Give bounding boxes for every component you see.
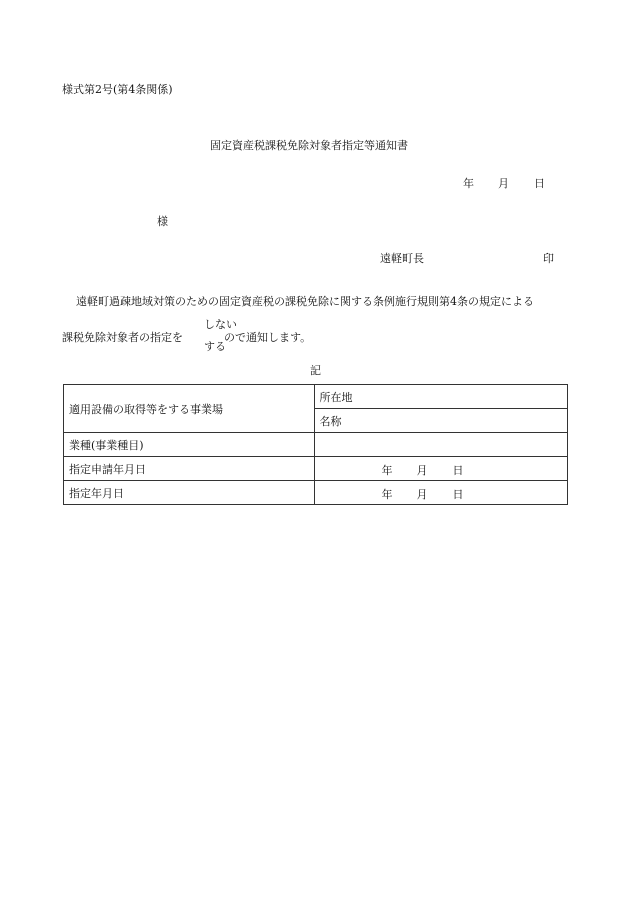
body-text-line2-suffix: ので通知します。 — [224, 331, 312, 344]
addressee-suffix: 様 — [157, 215, 168, 228]
detail-table — [63, 384, 568, 505]
month-label: 月 — [416, 487, 428, 501]
designation-date-label: 指定年月日 — [64, 481, 315, 505]
body-text-line2-prefix: 課税免除対象者の指定を — [62, 331, 183, 344]
body-text-line1: 遠軽町過疎地域対策のための固定資産税の課税免除に関する条例施行規則第4条の規定による — [76, 295, 534, 308]
day-label: 日 — [452, 487, 464, 501]
date-year-label: 年 — [463, 177, 474, 190]
form-label: 様式第2号(第4条関係) — [62, 83, 173, 96]
issuer-name: 遠軽町長 — [380, 252, 424, 265]
industry-label: 業種(事業種目) — [64, 433, 315, 457]
year-label: 年 — [381, 487, 393, 501]
table-row — [64, 385, 568, 409]
date-month-label: 月 — [498, 177, 509, 190]
table-row — [64, 457, 568, 481]
choice-designate: する — [204, 340, 226, 353]
business-site-label: 適用設備の取得等をする事業場 — [64, 385, 315, 433]
month-label: 月 — [416, 463, 428, 477]
table-row — [64, 433, 568, 457]
document-title: 固定資産税課税免除対象者指定等通知書 — [210, 139, 408, 152]
application-date-label: 指定申請年月日 — [64, 457, 315, 481]
day-label: 日 — [452, 463, 464, 477]
year-label: 年 — [381, 463, 393, 477]
application-date-value — [314, 457, 568, 481]
choice-not-designate: しない — [204, 318, 237, 331]
ki-heading: 記 — [310, 364, 321, 377]
name-label: 名称 — [314, 409, 568, 433]
table-row — [64, 481, 568, 505]
seal-mark: 印 — [543, 252, 554, 265]
location-label: 所在地 — [314, 385, 568, 409]
date-day-label: 日 — [534, 177, 545, 190]
designation-date-value — [314, 481, 568, 505]
industry-value — [314, 433, 568, 457]
